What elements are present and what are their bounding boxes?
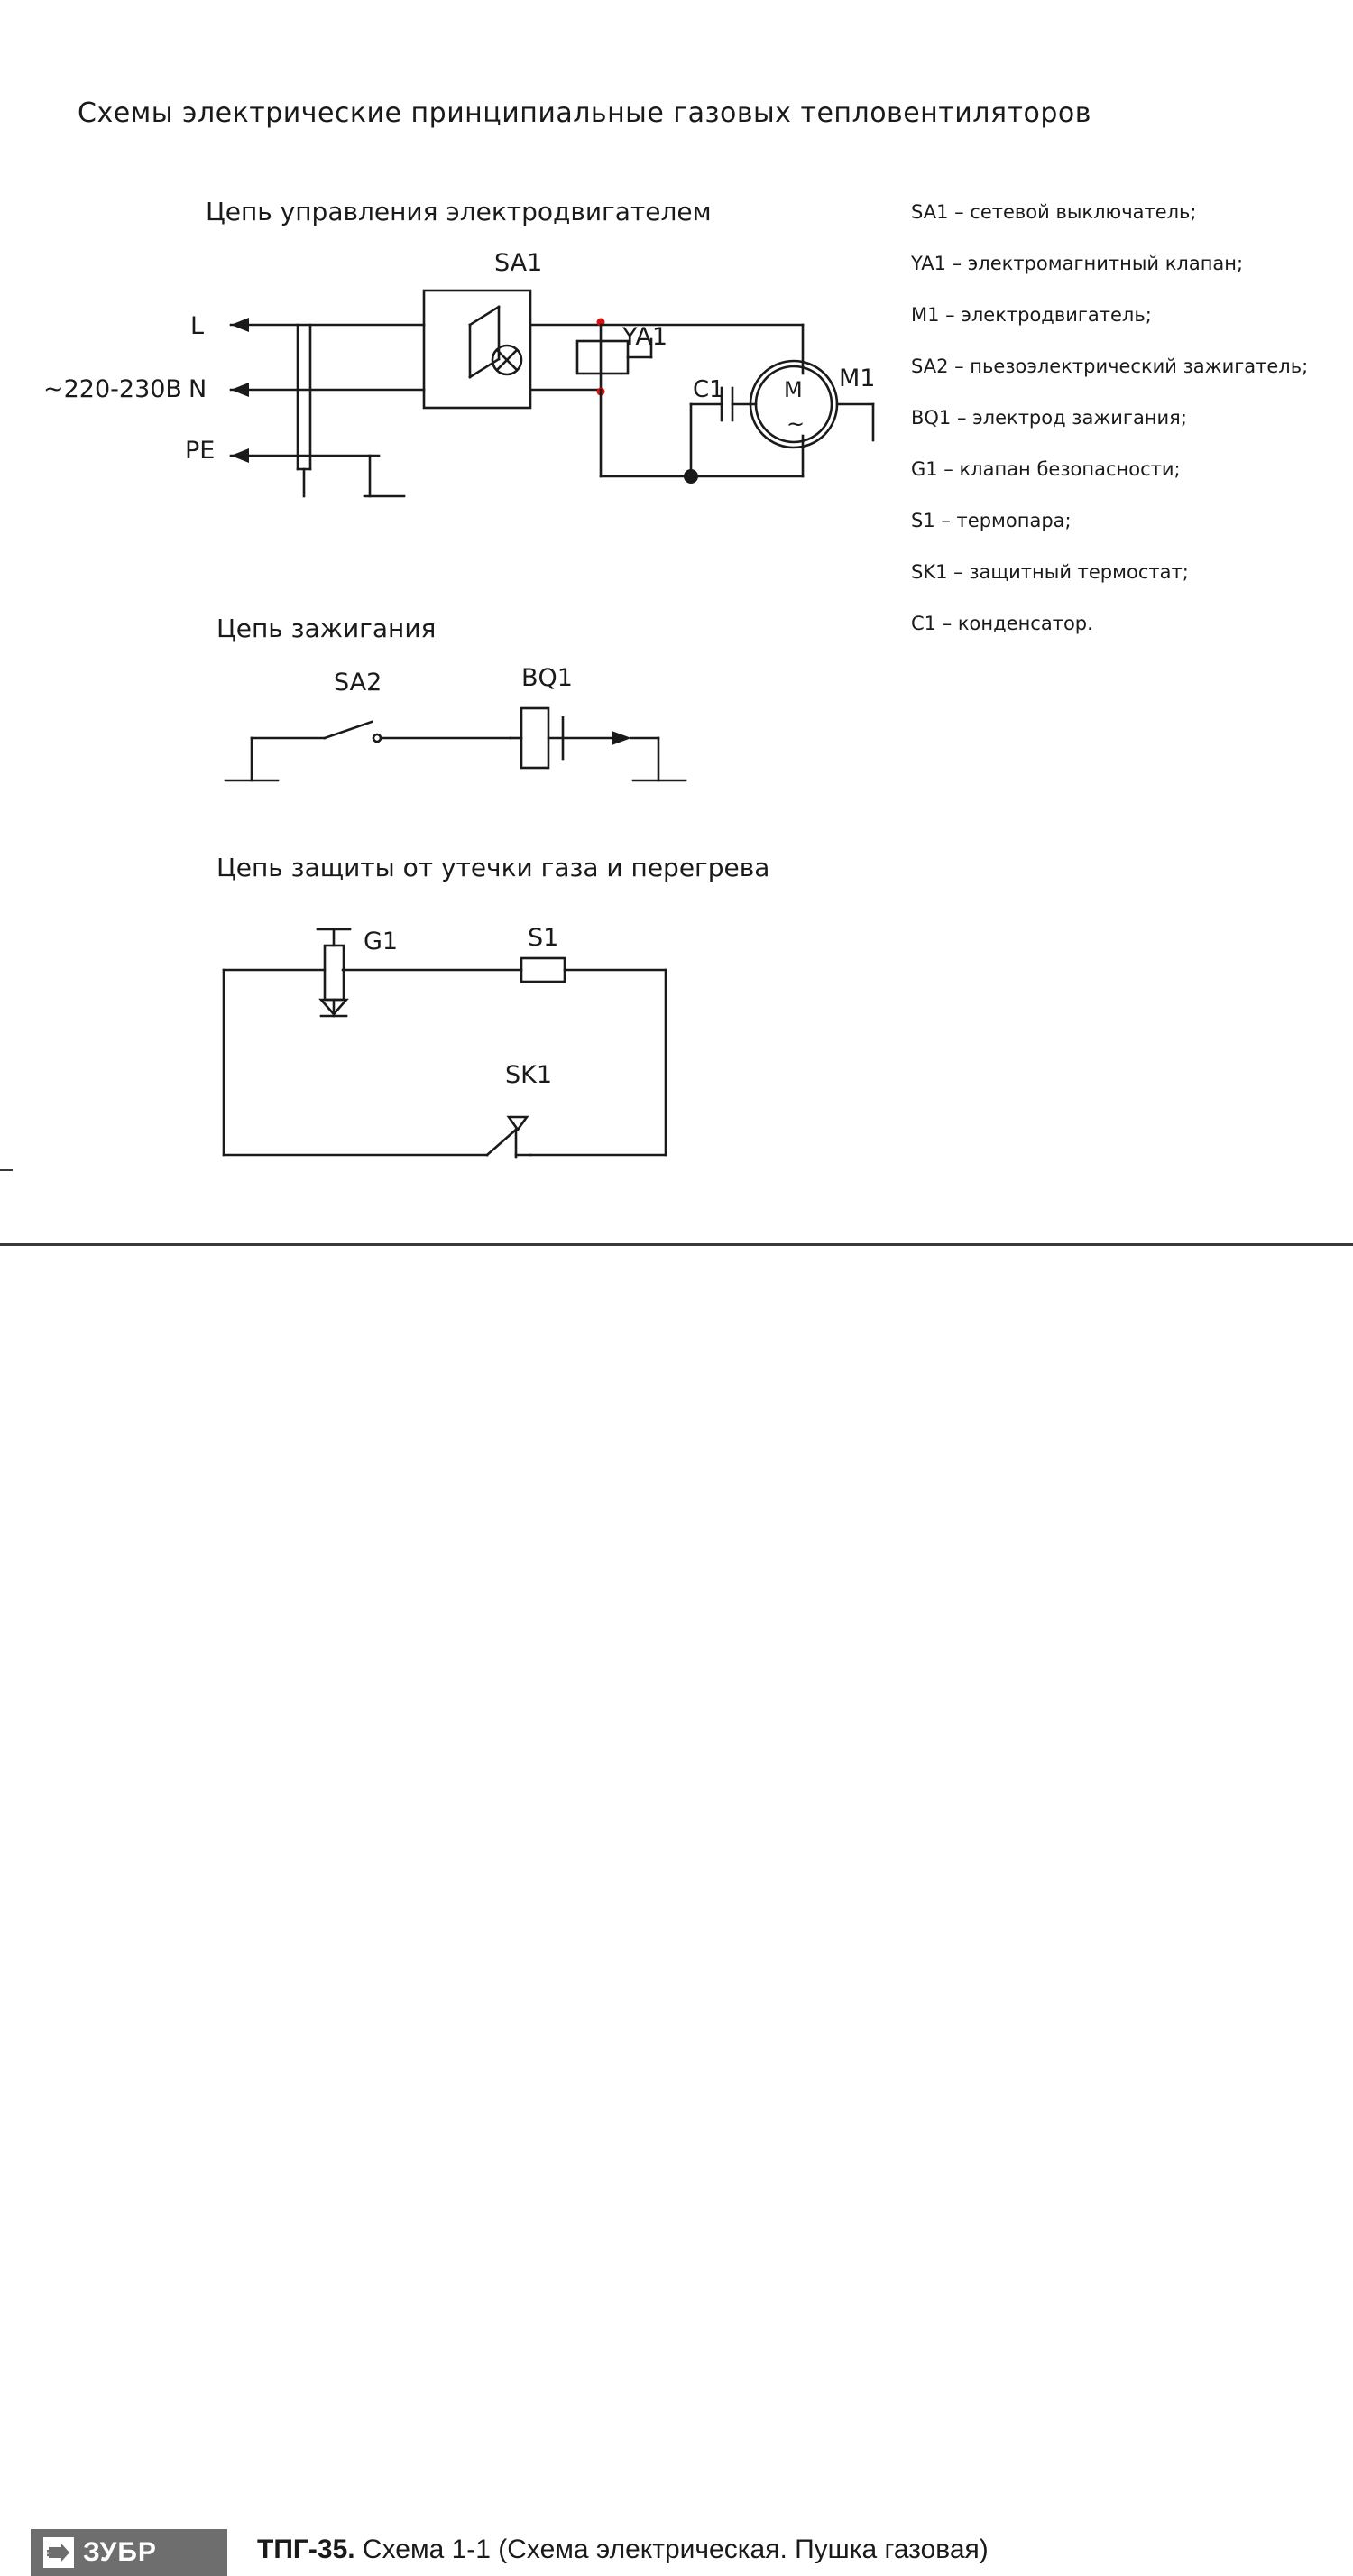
- component-ref-C1: C1: [693, 376, 724, 403]
- motor-symbol-top: M: [784, 377, 803, 402]
- supply-voltage-label: ~220-230В: [43, 375, 182, 403]
- section-title-ignition: Цепь зажигания: [216, 614, 437, 643]
- component-ref-SA2: SA2: [334, 669, 382, 697]
- section-title-protection: Цепь защиты от утечки газа и перегрева: [216, 853, 770, 882]
- scheme-description: Схема 1-1 (Схема электрическая. Пушка газовая): [354, 2534, 989, 2564]
- junction-node: [597, 388, 605, 396]
- page-title: Схемы электрические принципиальные газовых тепловентиляторов: [78, 97, 1091, 129]
- brand-logo: [31, 2529, 227, 2576]
- line-label-L: L: [190, 312, 205, 340]
- motor-symbol-bottom: ~: [787, 411, 805, 437]
- component-ref-SA1: SA1: [494, 249, 543, 277]
- legend-item: S1 – термопара;: [911, 510, 1072, 531]
- crop-tick-mark: [0, 1169, 13, 1171]
- legend-item: C1 – конденсатор.: [911, 613, 1093, 634]
- legend-item: SA2 – пьезоэлектрический зажигатель;: [911, 355, 1309, 377]
- junction-node: [597, 319, 605, 327]
- legend-item: SK1 – защитный термостат;: [911, 561, 1189, 583]
- junction-dot: [684, 469, 698, 484]
- footer-bar: [0, 1246, 1353, 2567]
- brand-name: ЗУБР: [83, 2537, 157, 2567]
- component-ref-S1: S1: [528, 924, 559, 952]
- line-label-N: N: [189, 375, 207, 403]
- component-ref-G1: G1: [364, 928, 399, 956]
- legend-item: M1 – электродвигатель;: [911, 304, 1152, 326]
- model-code: ТПГ-35.: [257, 2534, 355, 2564]
- footer-caption: [257, 2534, 989, 2565]
- legend-item: G1 – клапан безопасности;: [911, 458, 1181, 480]
- line-label-PE: PE: [185, 437, 216, 465]
- legend-item: SA1 – сетевой выключатель;: [911, 201, 1197, 223]
- arrow-icon: [43, 2537, 74, 2568]
- component-ref-SK1: SK1: [505, 1061, 553, 1089]
- legend-item: YA1 – электромагнитный клапан;: [911, 253, 1244, 274]
- legend-item: BQ1 – электрод зажигания;: [911, 407, 1187, 429]
- component-ref-YA1: YA1: [622, 323, 668, 351]
- legend-list: [911, 203, 1335, 666]
- component-ref-BQ1: BQ1: [521, 664, 573, 692]
- component-ref-M1: M1: [839, 365, 876, 392]
- section-title-motor-control: Цепь управления электродвигателем: [206, 197, 712, 226]
